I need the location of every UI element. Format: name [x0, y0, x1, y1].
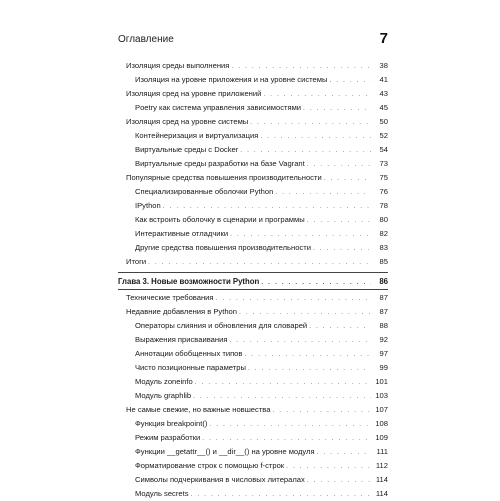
dot-leader	[324, 173, 371, 185]
toc-entry-page: 41	[371, 74, 388, 86]
dot-leader	[193, 391, 371, 403]
toc-entry[interactable]	[118, 418, 388, 430]
toc-entry-page: 76	[371, 186, 388, 198]
toc-entry-page: 75	[371, 172, 388, 184]
dot-leader	[195, 377, 371, 389]
dot-leader	[148, 257, 371, 269]
toc-entry[interactable]	[118, 102, 388, 114]
dot-leader	[329, 75, 371, 87]
toc-entry-page: 114	[371, 488, 388, 500]
toc-entry-page: 78	[371, 200, 388, 212]
toc-entry[interactable]	[118, 362, 388, 374]
toc-entry[interactable]	[118, 60, 388, 72]
toc-entry[interactable]	[118, 74, 388, 86]
dot-leader	[250, 117, 371, 129]
toc-entry-title: Режим разработки	[135, 433, 201, 442]
toc-entry-title: Изоляция сред на уровне приложений	[126, 89, 262, 98]
toc-chapter-entry[interactable]	[118, 276, 388, 288]
toc-entry-page: 38	[371, 60, 388, 72]
toc-entry-page: 99	[371, 362, 388, 374]
toc-entry-page: 103	[371, 390, 388, 402]
toc-entry[interactable]	[118, 320, 388, 332]
page-header	[118, 30, 388, 50]
toc-entry[interactable]	[118, 432, 388, 444]
toc-entry[interactable]	[118, 214, 388, 226]
dot-leader	[163, 201, 371, 213]
toc-entry-title: Poetry как система управления зависимостями	[135, 103, 302, 112]
chapter-rule-top	[118, 272, 388, 273]
toc-entry-title: Форматирование строк с помощью f-строк	[135, 461, 285, 470]
dot-leader	[239, 307, 371, 319]
dot-leader	[272, 405, 371, 417]
toc-entry-page: 52	[371, 130, 388, 142]
toc-entry-page: 108	[371, 418, 388, 430]
dot-leader	[240, 145, 371, 157]
dot-leader	[307, 215, 371, 227]
toc-entry-title: Не самые свежие, но важные новшества	[126, 405, 271, 414]
toc-entry-title: Изоляция среды выполнения	[126, 61, 230, 70]
toc-entry-page: 114	[371, 474, 388, 486]
dot-leader	[275, 187, 371, 199]
dot-leader	[230, 229, 371, 241]
toc-entry-title: Контейнеризация и виртуализация	[135, 131, 259, 140]
toc-entry-title: IPython	[135, 201, 161, 210]
toc-entry-title: Виртуальные среды с Docker	[135, 145, 239, 154]
toc-entry-page: 45	[371, 102, 388, 114]
toc-entry-title: Функции __getattr__() и __dir__() на уровне модуля	[135, 447, 315, 456]
toc-entry-page: 111	[371, 446, 388, 458]
toc-entry-page: 82	[371, 228, 388, 240]
toc-entry[interactable]	[118, 116, 388, 128]
toc-entry[interactable]	[118, 348, 388, 360]
dot-leader	[263, 89, 371, 101]
toc-entry-title: Как встроить оболочку в сценарии и программы	[135, 215, 305, 224]
toc-entry[interactable]	[118, 474, 388, 486]
toc-entry[interactable]	[118, 390, 388, 402]
toc-entry-page: 88	[371, 320, 388, 332]
toc-entry-title: Специализированные оболочки Python	[135, 187, 274, 196]
toc-entry-title: Итоги	[126, 257, 147, 266]
toc-entry-page: 87	[371, 306, 388, 318]
dot-leader	[309, 321, 371, 333]
toc-entry[interactable]	[118, 488, 388, 500]
toc-entry-title: Чисто позиционные параметры	[135, 363, 246, 372]
toc-entry-title: Модуль graphlib	[135, 391, 192, 400]
toc-entry-title: Другие средства повышения производительности	[135, 243, 311, 252]
toc-entry-page: 92	[371, 334, 388, 346]
toc-entry-title: Символы подчеркивания в числовых литералах	[135, 475, 305, 484]
toc-entry-page: 97	[371, 348, 388, 360]
toc-entry[interactable]	[118, 144, 388, 156]
dot-leader	[307, 475, 371, 487]
toc-entry-page: 43	[371, 88, 388, 100]
toc-entry-title: Модуль secrets	[135, 489, 189, 498]
toc-entry-title: Интерактивные отладчики	[135, 229, 229, 238]
toc-entry-title: Изоляция на уровне приложения и на уровне системы	[135, 75, 328, 84]
toc-entry[interactable]	[118, 306, 388, 318]
toc-entry[interactable]	[118, 446, 388, 458]
dot-leader	[229, 335, 371, 347]
dot-leader	[313, 243, 371, 255]
dot-leader	[202, 433, 371, 445]
page-number: 7	[379, 30, 388, 47]
dot-leader	[303, 103, 371, 115]
toc-entry[interactable]	[118, 158, 388, 170]
toc-entry-page: 54	[371, 144, 388, 156]
toc-entry-page: 80	[371, 214, 388, 226]
dot-leader	[216, 293, 371, 305]
dot-leader	[307, 159, 371, 171]
toc-entry[interactable]	[118, 172, 388, 184]
toc-entry-title: Популярные средства повышения производительности	[126, 173, 322, 182]
toc-entry-title: Недавние добавления в Python	[126, 307, 238, 316]
toc-entry-title: Аннотации обобщенных типов	[135, 349, 243, 358]
toc-entry[interactable]	[118, 256, 388, 268]
toc-entry[interactable]	[118, 242, 388, 254]
dot-leader	[248, 363, 371, 375]
toc-entry-title: Модуль zoneinfo	[135, 377, 193, 386]
toc-entry-page: 87	[371, 292, 388, 304]
toc-entry-page: 107	[371, 404, 388, 416]
toc-entry-title: Выражения присваивания	[135, 335, 228, 344]
toc-entry-page: 109	[371, 432, 388, 444]
toc-entry-page: 86	[371, 276, 388, 288]
toc-entry-page: 73	[371, 158, 388, 170]
toc-entry[interactable]	[118, 228, 388, 240]
dot-leader	[191, 489, 371, 501]
toc-entry[interactable]	[118, 334, 388, 346]
toc-entry-title: Глава 3. Новые возможности Python	[118, 277, 260, 286]
dot-leader	[209, 419, 371, 431]
toc-entry-page: 112	[371, 460, 388, 472]
toc-entry-page: 50	[371, 116, 388, 128]
dot-leader	[317, 447, 371, 459]
toc-entry[interactable]	[118, 88, 388, 100]
toc-entry[interactable]	[118, 460, 388, 472]
toc-entry-title: Технические требования	[126, 293, 214, 302]
dot-leader	[231, 61, 371, 73]
toc-entry[interactable]	[118, 376, 388, 388]
toc-entry[interactable]	[118, 186, 388, 198]
toc-entry-title: Функция breakpoint()	[135, 419, 208, 428]
toc-entry[interactable]	[118, 130, 388, 142]
dot-leader	[261, 277, 371, 289]
toc-entry-title: Операторы слияния и обновления для словарей	[135, 321, 308, 330]
dot-leader	[286, 461, 371, 473]
toc-entry[interactable]	[118, 292, 388, 304]
dot-leader	[244, 349, 371, 361]
toc-entry-title: Виртуальные среды разработки на базе Vagrant	[135, 159, 305, 168]
toc-entry-page: 101	[371, 376, 388, 388]
toc-entry-page: 85	[371, 256, 388, 268]
toc-entry[interactable]	[118, 404, 388, 416]
dot-leader	[260, 131, 371, 143]
running-header-section: Оглавление	[118, 34, 174, 45]
toc-entry-page: 83	[371, 242, 388, 254]
toc-entry-title: Изоляция сред на уровне системы	[126, 117, 249, 126]
toc-entry[interactable]	[118, 200, 388, 212]
chapter-rule-bottom	[118, 289, 388, 290]
